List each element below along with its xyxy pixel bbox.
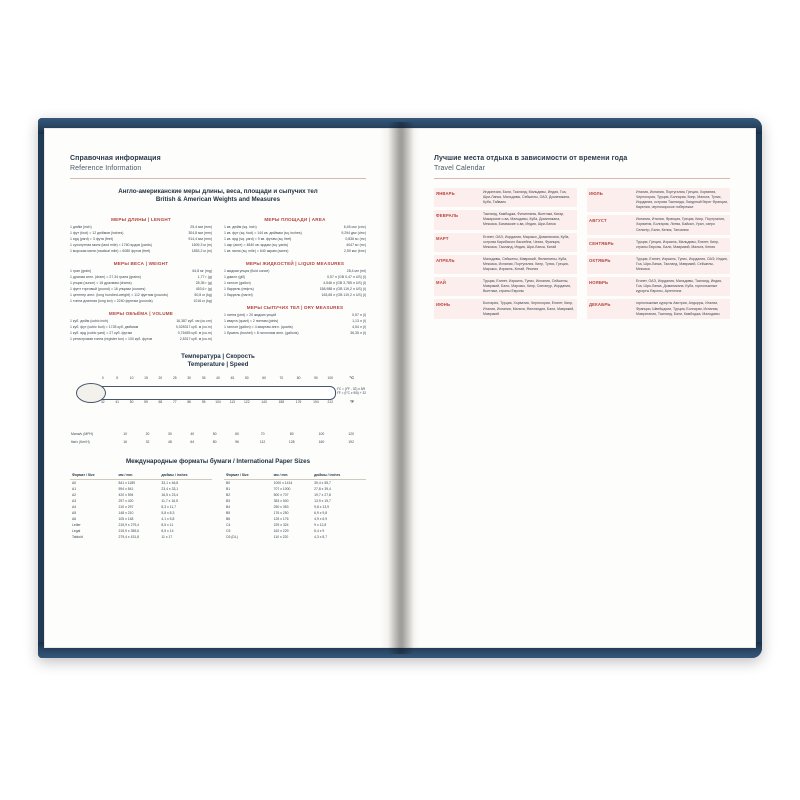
month-name: СЕНТЯБРЬ: [589, 240, 614, 246]
cell-label: 1 гран (grain): [70, 269, 92, 274]
cell-value: 40: [190, 431, 195, 436]
cell-value: 158,988 л (GB 119,2 л US) (l): [319, 287, 366, 292]
measures-col-left: [70, 211, 212, 343]
cell-value: 1609,3 м (m): [191, 243, 212, 248]
cell-mm: 707 x 1000: [273, 486, 291, 491]
month-name: ДЕКАБРЬ: [589, 302, 611, 308]
cell-mm: 105 x 148: [118, 516, 134, 521]
cell-value: 80: [289, 431, 294, 436]
cell-value: 914,4 мм (mm): [188, 237, 212, 242]
cell-label: 1 ярд (yard) = 3 фута (feet): [70, 237, 113, 242]
calendar-col-second-half: [587, 188, 730, 322]
table-row: [70, 337, 212, 343]
cell-format: B5: [226, 510, 231, 515]
cell-format: Legal: [72, 528, 81, 533]
month-name: АПРЕЛЬ: [436, 257, 455, 263]
cell-value: 36,35 л (l): [350, 331, 366, 336]
celsius-tick: 5: [116, 375, 119, 380]
weights-heading-en: British & American Weights and Measures: [155, 196, 281, 203]
cell-in: 4,3 x 8,7: [314, 534, 328, 539]
fahrenheit-tick: 158: [278, 399, 285, 404]
cell-value: 64,8 мг (mg): [192, 269, 212, 274]
cell-value: 2,59 км² (km²): [343, 249, 366, 254]
conversion-formulas: [337, 387, 366, 396]
temperature-heading-en: Temperature | Speed: [187, 360, 249, 368]
cell-label: 1 драхма англ. (dram) = 27,34 грана (grains): [70, 275, 141, 280]
cell-label: 1 пинта (pint) = 20 жидких унций: [224, 313, 277, 318]
cell-mm: 229 x 324: [273, 522, 289, 527]
table-row: [224, 534, 366, 540]
month-row-november: [587, 277, 730, 296]
fahrenheit-tick: 212: [327, 399, 334, 404]
cell-label: 1 джилл (gill): [224, 275, 245, 280]
month-row-may: [434, 277, 577, 296]
cell-in: 4,1 x 5,8: [161, 516, 175, 521]
fahrenheit-tick: 86: [187, 399, 192, 404]
block-title-volume: МЕРЫ ОБЪЁМА | VOLUME: [108, 310, 174, 316]
table-row: [70, 299, 212, 305]
table-paper-a: [70, 473, 212, 541]
cell-value: 0,836 м² (m²): [345, 237, 366, 242]
cell-format: A1: [72, 486, 77, 491]
celsius-unit-label: °C: [349, 374, 354, 380]
title-divider: [70, 178, 366, 179]
cell-value: 0,76455 куб. м (cu.m): [177, 331, 212, 336]
col-header-format: Формат / Size: [70, 473, 117, 480]
cell-value: 64: [190, 439, 195, 444]
paper-sizes-col-b: [224, 473, 366, 541]
cell-value: 4047 м² (m²): [346, 243, 366, 248]
cell-value: 16: [123, 439, 128, 444]
cell-value: 1853,2 м (m): [191, 249, 212, 254]
cell-label: 1 галлон (gallon): [224, 281, 251, 286]
travel-title-divider: [434, 178, 730, 179]
reference-title-ru: Справочная информация: [70, 155, 161, 162]
cell-format: B0: [226, 480, 231, 485]
table-row: [224, 249, 366, 255]
cell-value: 192: [348, 439, 354, 444]
cell-in: 11 x 17: [161, 534, 173, 539]
paper-sizes-heading: [70, 458, 366, 466]
cell-value: 2,8317 куб. м (cu.m): [179, 337, 212, 342]
table-row: [224, 231, 366, 237]
celsius-tick: 30: [187, 375, 192, 380]
cell-in: 33,1 x 46,8: [161, 480, 179, 485]
month-name: ИЮНЬ: [436, 302, 451, 308]
col-header-mm: мм / mm: [117, 473, 160, 480]
cell-label: 1 куб. фут (cubic foot) = 1728 куб. дюймам: [70, 325, 139, 330]
cell-format: B3: [226, 498, 231, 503]
fahrenheit-tick: 50: [129, 399, 134, 404]
month-destinations: горнолыжные курорты Австрии, Андорры, Италии, Франции, Швейцарии, Турция, Болгария, Испания, Мавритания, Таиланд, Бали, Камбоджа, Мальдивы: [636, 301, 720, 316]
fahrenheit-tick: 59: [144, 399, 148, 404]
cell-value: 120: [348, 431, 354, 436]
measures-columns: [70, 211, 366, 343]
month-destinations: Болгария, Турция, Хорватия, Черногория, Египет, Кипр, Италия, Испания, Мальта, Финляндия, Бали, Маврикий, Маврикий: [483, 301, 575, 316]
cell-value: 163,65 л (GB 119,2 л US) (l): [321, 293, 366, 298]
cell-label: 1 дюйм (inch): [70, 225, 92, 230]
travel-title-ru: Лучшие места отдыха в зависимости от времени года: [434, 155, 628, 162]
cell-format: C5: [226, 528, 231, 533]
table-dry: [224, 313, 366, 337]
cell-label: 1 кв. фут (sq. foot) = 144 кв. дюймам (sq. inches): [224, 231, 302, 236]
cell-value: 30: [168, 431, 172, 436]
fahrenheit-scale: [74, 400, 362, 407]
month-destinations: Турция, Греция, Израиль, Мальдивы, Египет, Кипр, страны Европы, Бали, Маврикий, Мальта, Кения: [636, 239, 719, 249]
cell-value: 60: [235, 431, 239, 436]
month-destinations: Испания, Италия, Франция, Греция, Кипр, Португалия, Хорватия, Болгария, Литва, Байкал, Урал, озеро Селигер, Бали, Кения, Танзания: [636, 217, 725, 232]
month-destinations: Италия, Испания, Португалия, Греция, Хорватия, Черногория, Турция, Болгария, Кипр, Мальта, Тунис, Иордания, острова Таиланда, Лазурный берег Франции, Карелия, черноморское побережье: [636, 190, 728, 210]
month-name: МАРТ: [436, 235, 449, 241]
block-title-dry: МЕРЫ СЫПУЧИХ ТЕЛ | DRY MEASURES: [246, 304, 344, 310]
cell-label: 1 жидкая унция (fluid ounce): [224, 269, 270, 274]
paper-sizes-title: Международные форматы бумаги / International Paper Sizes: [125, 457, 311, 465]
cell-mm: 353 x 500: [273, 498, 289, 503]
fahrenheit-tick: 95: [201, 399, 206, 404]
fahrenheit-tick: 113: [229, 399, 236, 404]
cell-label: 1 куб. дюйм (cubic inch): [70, 319, 109, 324]
cell-label: 1 кв. ярд (sq. yard) = 9 кв. футам (sq. feet): [224, 237, 292, 242]
cell-in: 39,4 x 55,7: [314, 480, 331, 485]
table-header-row: [224, 473, 366, 480]
cell-mm: 110 x 220: [273, 534, 289, 539]
spine-shadow: [388, 122, 414, 654]
travel-calendar: [434, 188, 730, 322]
cell-value: 0,57 л (l): [352, 313, 366, 318]
temperature-heading: [70, 353, 366, 369]
table-row: [70, 430, 366, 438]
month-destinations: Индонезия, Бали, Таиланд, Мальдивы, Индия, Гоа, Шри-Ланка, Мальдивы, Сейшелы, ОАЭ, Доминикана, Куба, Тайвань: [483, 190, 570, 205]
celsius-tick: 35: [201, 375, 206, 380]
cell-value: 70: [260, 431, 265, 436]
cell-value: 1,77 г (g): [197, 275, 212, 280]
cell-value: 32: [145, 439, 150, 444]
cell-value: 25,4 мм (mm): [190, 225, 212, 230]
celsius-tick: 10: [129, 375, 134, 380]
right-page: [416, 128, 756, 648]
cell-format: A4: [72, 504, 77, 509]
celsius-tick: 70: [279, 375, 284, 380]
table-row: [224, 293, 366, 299]
cell-value: 128: [288, 439, 295, 444]
cell-format: A5: [72, 510, 77, 515]
cell-value: 0,57 л (GB 0,47 л US) (l): [327, 275, 366, 280]
speed-row-label: Км/ч (Km/H): [71, 439, 90, 444]
month-name: АВГУСТ: [589, 218, 607, 224]
cell-value: 10: [123, 431, 128, 436]
cell-format: A3: [72, 498, 77, 503]
cell-in: 6,4 x 9: [314, 528, 325, 533]
col-header-mm: мм / mm: [272, 473, 313, 480]
temperature-heading-ru: Температура | Скорость: [181, 352, 255, 360]
month-row-september: [587, 238, 730, 252]
cell-label: 1 фунт торговый (pound) = 16 унциям (ounces): [70, 287, 146, 292]
cell-in: 8,3 x 11,7: [161, 504, 177, 509]
month-row-june: [434, 299, 577, 318]
cell-label: 1 регистровая тонна (register ton) = 100 куб. футов: [70, 337, 153, 342]
cell-value: 96: [235, 439, 239, 444]
cell-in: 4,9 x 6,9: [314, 516, 328, 521]
col-header-format: Формат / Size: [224, 473, 272, 480]
travel-title-en: Travel Calendar: [434, 164, 486, 172]
cell-format: Letter: [72, 522, 81, 527]
cell-value: 28,35 г (g): [195, 281, 212, 286]
month-name: ФЕВРАЛЬ: [436, 213, 459, 219]
cell-mm: 250 x 353: [273, 504, 289, 509]
paper-sizes-col-a: [70, 473, 212, 541]
cell-format: B2: [226, 492, 231, 497]
weights-measures-heading: [70, 188, 366, 204]
cell-in: 9,8 x 13,9: [314, 504, 330, 509]
celsius-tick: 45: [230, 375, 235, 380]
celsius-tick: 90: [314, 375, 318, 380]
month-row-january: [434, 188, 577, 207]
month-destinations: Египет, ОАЭ, Иордания, Мальдивы, Таиланд, Индия, Гоа, Шри-Ланка, Доминикана, Куба, горнолыжные курорты Европы, Аргентина: [636, 279, 723, 294]
month-destinations: Египет, ОАЭ, Иордания, Марокко, Доминикана, Куба, острова Карибского бассейна, Чехия, Франция, Мексика, Таиланд, Индия, Шри-Ланка, Китай: [483, 234, 570, 249]
cell-value: 112: [259, 439, 266, 444]
cell-value: 20: [145, 431, 150, 436]
cell-format: Tabloid: [72, 534, 83, 539]
cell-in: 16,5 x 23,4: [161, 492, 179, 497]
table-liquid: [224, 269, 366, 299]
table-header-row: [70, 473, 212, 480]
cell-label: 1 бушель (bushel) = 8 галлонам англ. (gallons): [224, 331, 299, 336]
celsius-tick: 20: [158, 375, 163, 380]
table-paper-b: [224, 473, 366, 541]
month-destinations: Таиланд, Камбоджа, Филиппины, Вьетнам, Катар, Макарские о-ва, Мальдивы, Куба, Доминикана, Мексика, Багамские о-ва, Индия, Шри-Ланка: [483, 212, 565, 227]
table-row: [70, 438, 366, 446]
cell-label: 1 галлон (gallon) = 4 квартам англ. (quarts): [224, 325, 293, 330]
reference-section-title: [70, 154, 366, 173]
cell-label: 1 кварта (quart) = 2 пинтам (pints): [224, 319, 279, 324]
month-name: МАЙ: [436, 280, 447, 286]
thermometer-diagram: [74, 374, 366, 422]
block-title-weight: МЕРЫ ВЕСА | WEIGHT: [113, 260, 169, 266]
fahrenheit-tick: 104: [215, 399, 221, 404]
month-destinations: Турция, Египет, Израиль, Тунис, Испания, Сейшелы, Маврикий, Бали, Марокко, Кипр, Сингапур, Иордания, Вьетнам, страны Европы: [483, 279, 571, 294]
cell-format: A6: [72, 516, 77, 521]
celsius-tick: 25: [172, 375, 177, 380]
cell-label: 1 баррель (нефть): [224, 287, 254, 292]
fahrenheit-tick: 32: [100, 399, 105, 404]
celsius-tick: 80: [296, 375, 301, 380]
fahrenheit-tick: 77: [172, 399, 177, 404]
month-row-october: [587, 255, 730, 274]
col-header-inches: дюймы / inches: [312, 473, 366, 480]
cell-format: A2: [72, 492, 77, 497]
cell-mm: 148 x 210: [118, 510, 134, 515]
cell-mm: 500 x 707: [273, 492, 289, 497]
month-name: ЯНВАРЬ: [436, 191, 455, 196]
cell-label: 1 морская миля (nautical mile) = 6080 футов (feet): [70, 249, 151, 254]
cell-mm: 841 x 1189: [118, 480, 136, 485]
cell-value: 28,4 мл (ml): [346, 269, 366, 274]
cell-mm: 162 x 229: [273, 528, 289, 533]
cell-format: A0: [72, 480, 77, 485]
cell-mm: 125 x 176: [273, 516, 289, 521]
cell-mm: 420 x 594: [118, 492, 134, 497]
celsius-scale: [74, 376, 362, 383]
cell-mm: 215,9 x 279,4: [118, 522, 140, 527]
month-row-april: [434, 255, 577, 274]
cell-value: 50,8 кг (kg): [194, 293, 212, 298]
cell-value: 100: [318, 431, 325, 436]
col-header-inches: дюймы / inches: [159, 473, 212, 480]
cell-in: 11,7 x 16,5: [161, 498, 178, 503]
celsius-tick: 60: [262, 375, 266, 380]
cell-value: 1016 кг (kg): [193, 299, 212, 304]
month-destinations: Турция, Египет, Израиль, Тунис, Иордания, ОАЭ, Индия, Гоа, Шри-Ланка, Таиланд, Маврикий, Сейшелы, Мексика: [636, 256, 728, 272]
cell-in: 8,5 x 11: [161, 522, 174, 527]
cell-label: 1 кв. дюйм (sq. inch): [224, 225, 257, 230]
cell-label: 1 кв. миля (sq. mile) = 640 акрам (acres): [224, 249, 289, 254]
speed-table: [70, 430, 366, 446]
cell-label: 1 тонна длинная (long ton) = 2240 фунтам (pounds): [70, 299, 153, 304]
cell-value: 160: [318, 439, 325, 444]
table-row: [224, 331, 366, 337]
measures-col-right: [224, 211, 366, 343]
celsius-tick: 50: [244, 375, 249, 380]
cell-value: 48: [168, 439, 172, 444]
cell-format: B4: [226, 504, 231, 509]
cell-label: 1 фут (foot) = 12 дюймов (inches): [70, 231, 124, 236]
cell-value: 4,546 л (GB 3,785 л US) (l): [323, 281, 366, 286]
cell-value: 80: [212, 439, 217, 444]
block-title-length: МЕРЫ ДЛИНЫ | LENGHT: [111, 217, 171, 222]
table-row: [70, 249, 212, 255]
month-row-march: [434, 233, 577, 252]
cell-mm: 215,9 x 355,6: [118, 528, 140, 533]
fahrenheit-tick: 41: [115, 399, 120, 404]
cell-label: 1 центнер англ. (long hundred-weight) = 112 фунтам (pounds): [70, 293, 169, 298]
cell-format: B6: [226, 516, 231, 521]
travel-section-title: [434, 154, 730, 173]
cell-label: 1 баррель (barrel): [224, 293, 253, 298]
cell-mm: 279,4 x 431,8: [118, 534, 140, 539]
month-name: ОКТЯБРЬ: [589, 257, 611, 263]
celsius-tick: 15: [144, 375, 148, 380]
month-destinations: Мальдивы, Сейшелы, Маврикий, Филиппины, Куба, Мексика, Испания, Португалия, Кипр, Тунис, Греция, Марокко, Израиль, Китай, Япония: [483, 256, 569, 272]
cell-label: 1 акр (acre) = 4840 кв. ярдам (sq. yards): [224, 243, 289, 248]
cell-in: 23,4 x 33,1: [161, 486, 179, 491]
table-area: [224, 225, 366, 255]
paper-sizes-columns: [70, 473, 366, 541]
temperature-section: [70, 353, 366, 446]
cell-in: 6,9 x 9,8: [314, 510, 328, 515]
cell-in: 5,8 x 8,3: [161, 510, 175, 515]
cell-value: 453,6 г (g): [195, 287, 212, 292]
cell-in: 27,8 x 39,4: [314, 486, 331, 491]
block-title-area: МЕРЫ ПЛОЩАДИ | AREA: [264, 217, 326, 222]
thermometer-tube: [88, 386, 336, 400]
month-name: ИЮЛЬ: [589, 191, 603, 196]
cell-value: 4,54 л (l): [352, 325, 366, 330]
cell-value: 1,13 л (l): [352, 319, 366, 324]
cell-mm: 594 x 841: [118, 486, 134, 491]
cell-mm: 210 x 297: [118, 504, 134, 509]
cell-format: C6 (DL): [226, 534, 238, 539]
cell-label: 1 куб. ярд (cubic yard) = 27 куб. футам: [70, 331, 132, 336]
cell-value: 16,387 куб. см (cu.cm): [176, 319, 212, 324]
table-weight: [70, 269, 212, 305]
cell-mm: 1000 x 1414: [273, 480, 293, 485]
block-title-liquid: МЕРЫ ЖИДКОСТЕЙ | LIQUID MEASURES: [245, 260, 345, 266]
month-row-december: [587, 299, 730, 318]
fahrenheit-tick: 140: [261, 399, 267, 404]
table-row: [70, 534, 212, 540]
table-volume: [70, 319, 212, 343]
celsius-tick: 40: [216, 375, 220, 380]
cell-value: 50: [212, 431, 217, 436]
speed-row-label: Мили/ч (MPH): [71, 431, 94, 436]
cell-label: 1 унция (ounce) = 16 драхмам (drams): [70, 281, 132, 286]
cell-value: 304,8 мм (mm): [188, 231, 212, 236]
cell-value: 6,45 см² (cm²): [343, 225, 366, 230]
calendar-col-first-half: [434, 188, 577, 322]
cell-in: 9 x 12,8: [314, 522, 327, 527]
month-row-july: [587, 188, 730, 212]
celsius-tick: 0: [101, 375, 104, 380]
cell-mm: 297 x 420: [118, 498, 134, 503]
paper-sizes-section: [70, 458, 366, 541]
celsius-tick: 100: [327, 375, 334, 380]
table-length: [70, 225, 212, 255]
cell-in: 8,5 x 14: [161, 528, 174, 533]
cell-in: 13,9 x 19,7: [314, 498, 331, 503]
fahrenheit-tick: 194: [313, 399, 319, 404]
weights-heading-ru: Англо-американские меры длины, веса, площади и сыпучих тел: [118, 188, 318, 195]
cell-in: 19,7 x 27,8: [314, 492, 331, 497]
month-name: НОЯБРЬ: [589, 280, 609, 286]
cell-value: 0,028317 куб. м (cu.m): [175, 325, 212, 330]
left-page: [44, 128, 384, 648]
formula-f-from-c: t°F = (t°C x 9/5) + 32: [336, 391, 366, 396]
cell-label: 1 сухопутная миля (land mile) = 1760 ярдов (yards): [70, 243, 152, 248]
fahrenheit-tick: 176: [295, 399, 302, 404]
month-row-august: [587, 215, 730, 234]
fahrenheit-tick: 68: [158, 399, 163, 404]
month-row-february: [434, 210, 577, 229]
cell-format: B1: [226, 486, 231, 491]
fahrenheit-tick: 122: [244, 399, 250, 404]
formula-c-from-f: t°C = (t°F - 32) x 5/9: [336, 386, 366, 391]
reference-title-en: Reference Information: [70, 164, 142, 172]
cell-format: C4: [226, 522, 231, 527]
fahrenheit-unit-label: °F: [349, 398, 354, 404]
cell-value: 9,294 дм² (dm²): [341, 231, 366, 236]
cell-mm: 176 x 250: [273, 510, 289, 515]
